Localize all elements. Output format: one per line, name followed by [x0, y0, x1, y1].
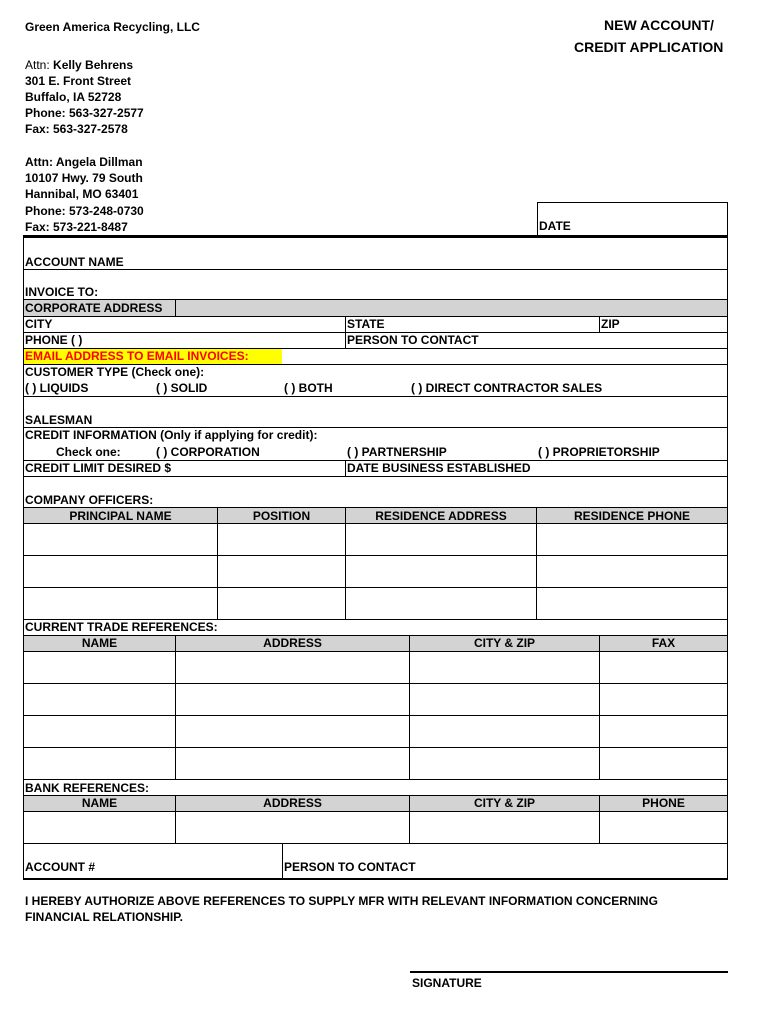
contact1-phone: Phone: 563-327-2577 — [25, 106, 144, 120]
zip-label: ZIP — [601, 317, 620, 331]
authorization-line2: FINANCIAL RELATIONSHIP. — [25, 910, 184, 924]
signature-line[interactable] — [410, 971, 728, 973]
signature-label: SIGNATURE — [412, 976, 482, 990]
officers-header-principal-name: PRINCIPAL NAME — [69, 509, 172, 523]
phone-label: PHONE ( ) — [25, 333, 83, 347]
contact2-city: Hannibal, MO 63401 — [25, 187, 139, 201]
email-field[interactable] — [284, 349, 725, 364]
form-title-line1: NEW ACCOUNT/ — [604, 17, 714, 33]
bank-header-name: NAME — [81, 796, 118, 810]
trade-ref-row[interactable] — [24, 652, 727, 683]
company-officers-label: COMPANY OFFICERS: — [25, 493, 154, 507]
option-liquids[interactable]: ( ) LIQUIDS — [25, 381, 89, 395]
option-partnership[interactable]: ( ) PARTNERSHIP — [347, 445, 447, 459]
officers-header-position: POSITION — [252, 509, 311, 523]
contact2-attn: Attn: Angela Dillman — [25, 155, 143, 169]
date-box-left — [537, 202, 538, 237]
cell-divider — [345, 460, 346, 476]
trade-header-fax: FAX — [651, 636, 676, 650]
cell-divider — [599, 316, 600, 332]
date-label: DATE — [539, 219, 571, 233]
person-to-contact-label: PERSON TO CONTACT — [347, 333, 479, 347]
attn-label: Attn: — [25, 58, 50, 72]
contact2-street: 10107 Hwy. 79 South — [25, 171, 143, 185]
email-label: EMAIL ADDRESS TO EMAIL INVOICES: — [25, 349, 249, 363]
city-label: CITY — [25, 317, 53, 331]
contact1-fax: Fax: 563-327-2578 — [25, 122, 128, 136]
option-corporation[interactable]: ( ) CORPORATION — [156, 445, 260, 459]
company-name: Green America Recycling, LLC — [25, 20, 200, 34]
contact1-city: Buffalo, IA 52728 — [25, 90, 122, 104]
corporate-address-field[interactable] — [177, 300, 725, 316]
salesman-field[interactable] — [100, 398, 725, 426]
credit-limit-label: CREDIT LIMIT DESIRED $ — [25, 461, 172, 475]
date-box-top — [537, 202, 728, 203]
account-number-label: ACCOUNT # — [25, 860, 96, 874]
bank-header-address: ADDRESS — [263, 796, 322, 810]
corporate-address-label: CORPORATE ADDRESS — [25, 301, 163, 315]
option-direct-contractor-sales[interactable]: ( ) DIRECT CONTRACTOR SALES — [411, 381, 603, 395]
officer-row[interactable] — [24, 588, 727, 619]
contact1-street: 301 E. Front Street — [25, 74, 132, 88]
officers-header-residence-phone: RESIDENCE PHONE — [573, 509, 691, 523]
check-one-label: Check one: — [56, 445, 121, 459]
attn-name: Kelly Behrens — [53, 58, 134, 72]
row-divider — [23, 476, 728, 477]
trade-ref-row[interactable] — [24, 684, 727, 715]
option-solid[interactable]: ( ) SOLID — [156, 381, 208, 395]
customer-type-label: CUSTOMER TYPE (Check one): — [25, 365, 205, 379]
trade-header-address: ADDRESS — [263, 636, 322, 650]
officer-row[interactable] — [24, 524, 727, 555]
form-bottom-border — [23, 878, 728, 880]
invoice-to-label: INVOICE TO: — [25, 285, 99, 299]
credit-info-label: CREDIT INFORMATION (Only if applying for credit): — [25, 428, 318, 442]
form-title-line2: CREDIT APPLICATION — [574, 39, 724, 55]
trade-header-name: NAME — [81, 636, 118, 650]
trade-refs-label: CURRENT TRADE REFERENCES: — [25, 620, 218, 634]
row-divider — [23, 396, 728, 397]
account-name-field[interactable] — [130, 240, 725, 268]
date-field[interactable] — [580, 210, 725, 234]
officers-header-residence-address: RESIDENCE ADDRESS — [375, 509, 507, 523]
option-proprietorship[interactable]: ( ) PROPRIETORSHIP — [538, 445, 660, 459]
trade-ref-row[interactable] — [24, 716, 727, 747]
trade-header-city-zip: CITY & ZIP — [473, 636, 536, 650]
row-divider — [23, 269, 728, 270]
cell-divider — [175, 300, 176, 316]
contact2-phone: Phone: 573-248-0730 — [25, 204, 144, 218]
option-both[interactable]: ( ) BOTH — [284, 381, 333, 395]
account-number-field[interactable] — [100, 845, 280, 877]
contact2-fax: Fax: 573-221-8487 — [25, 220, 128, 234]
form-top-border — [23, 235, 728, 238]
bank-header-city-zip: CITY & ZIP — [473, 796, 536, 810]
row-divider — [23, 843, 728, 844]
bank-person-to-contact-label: PERSON TO CONTACT — [284, 860, 416, 874]
account-name-label: ACCOUNT NAME — [25, 255, 124, 269]
trade-ref-row[interactable] — [24, 748, 727, 779]
bank-header-phone: PHONE — [642, 796, 685, 810]
cell-divider — [282, 843, 283, 879]
salesman-label: SALESMAN — [25, 413, 93, 427]
date-established-label: DATE BUSINESS ESTABLISHED — [347, 461, 531, 475]
officer-row[interactable] — [24, 556, 727, 587]
state-label: STATE — [347, 317, 385, 331]
authorization-line1: I HEREBY AUTHORIZE ABOVE REFERENCES TO SUPPLY MFR WITH RELEVANT INFORMATION CONCERNING — [25, 894, 658, 908]
bank-contact-field[interactable] — [425, 845, 725, 877]
bank-refs-label: BANK REFERENCES: — [25, 781, 150, 795]
bank-ref-row[interactable] — [24, 812, 727, 843]
row-divider — [23, 779, 728, 780]
